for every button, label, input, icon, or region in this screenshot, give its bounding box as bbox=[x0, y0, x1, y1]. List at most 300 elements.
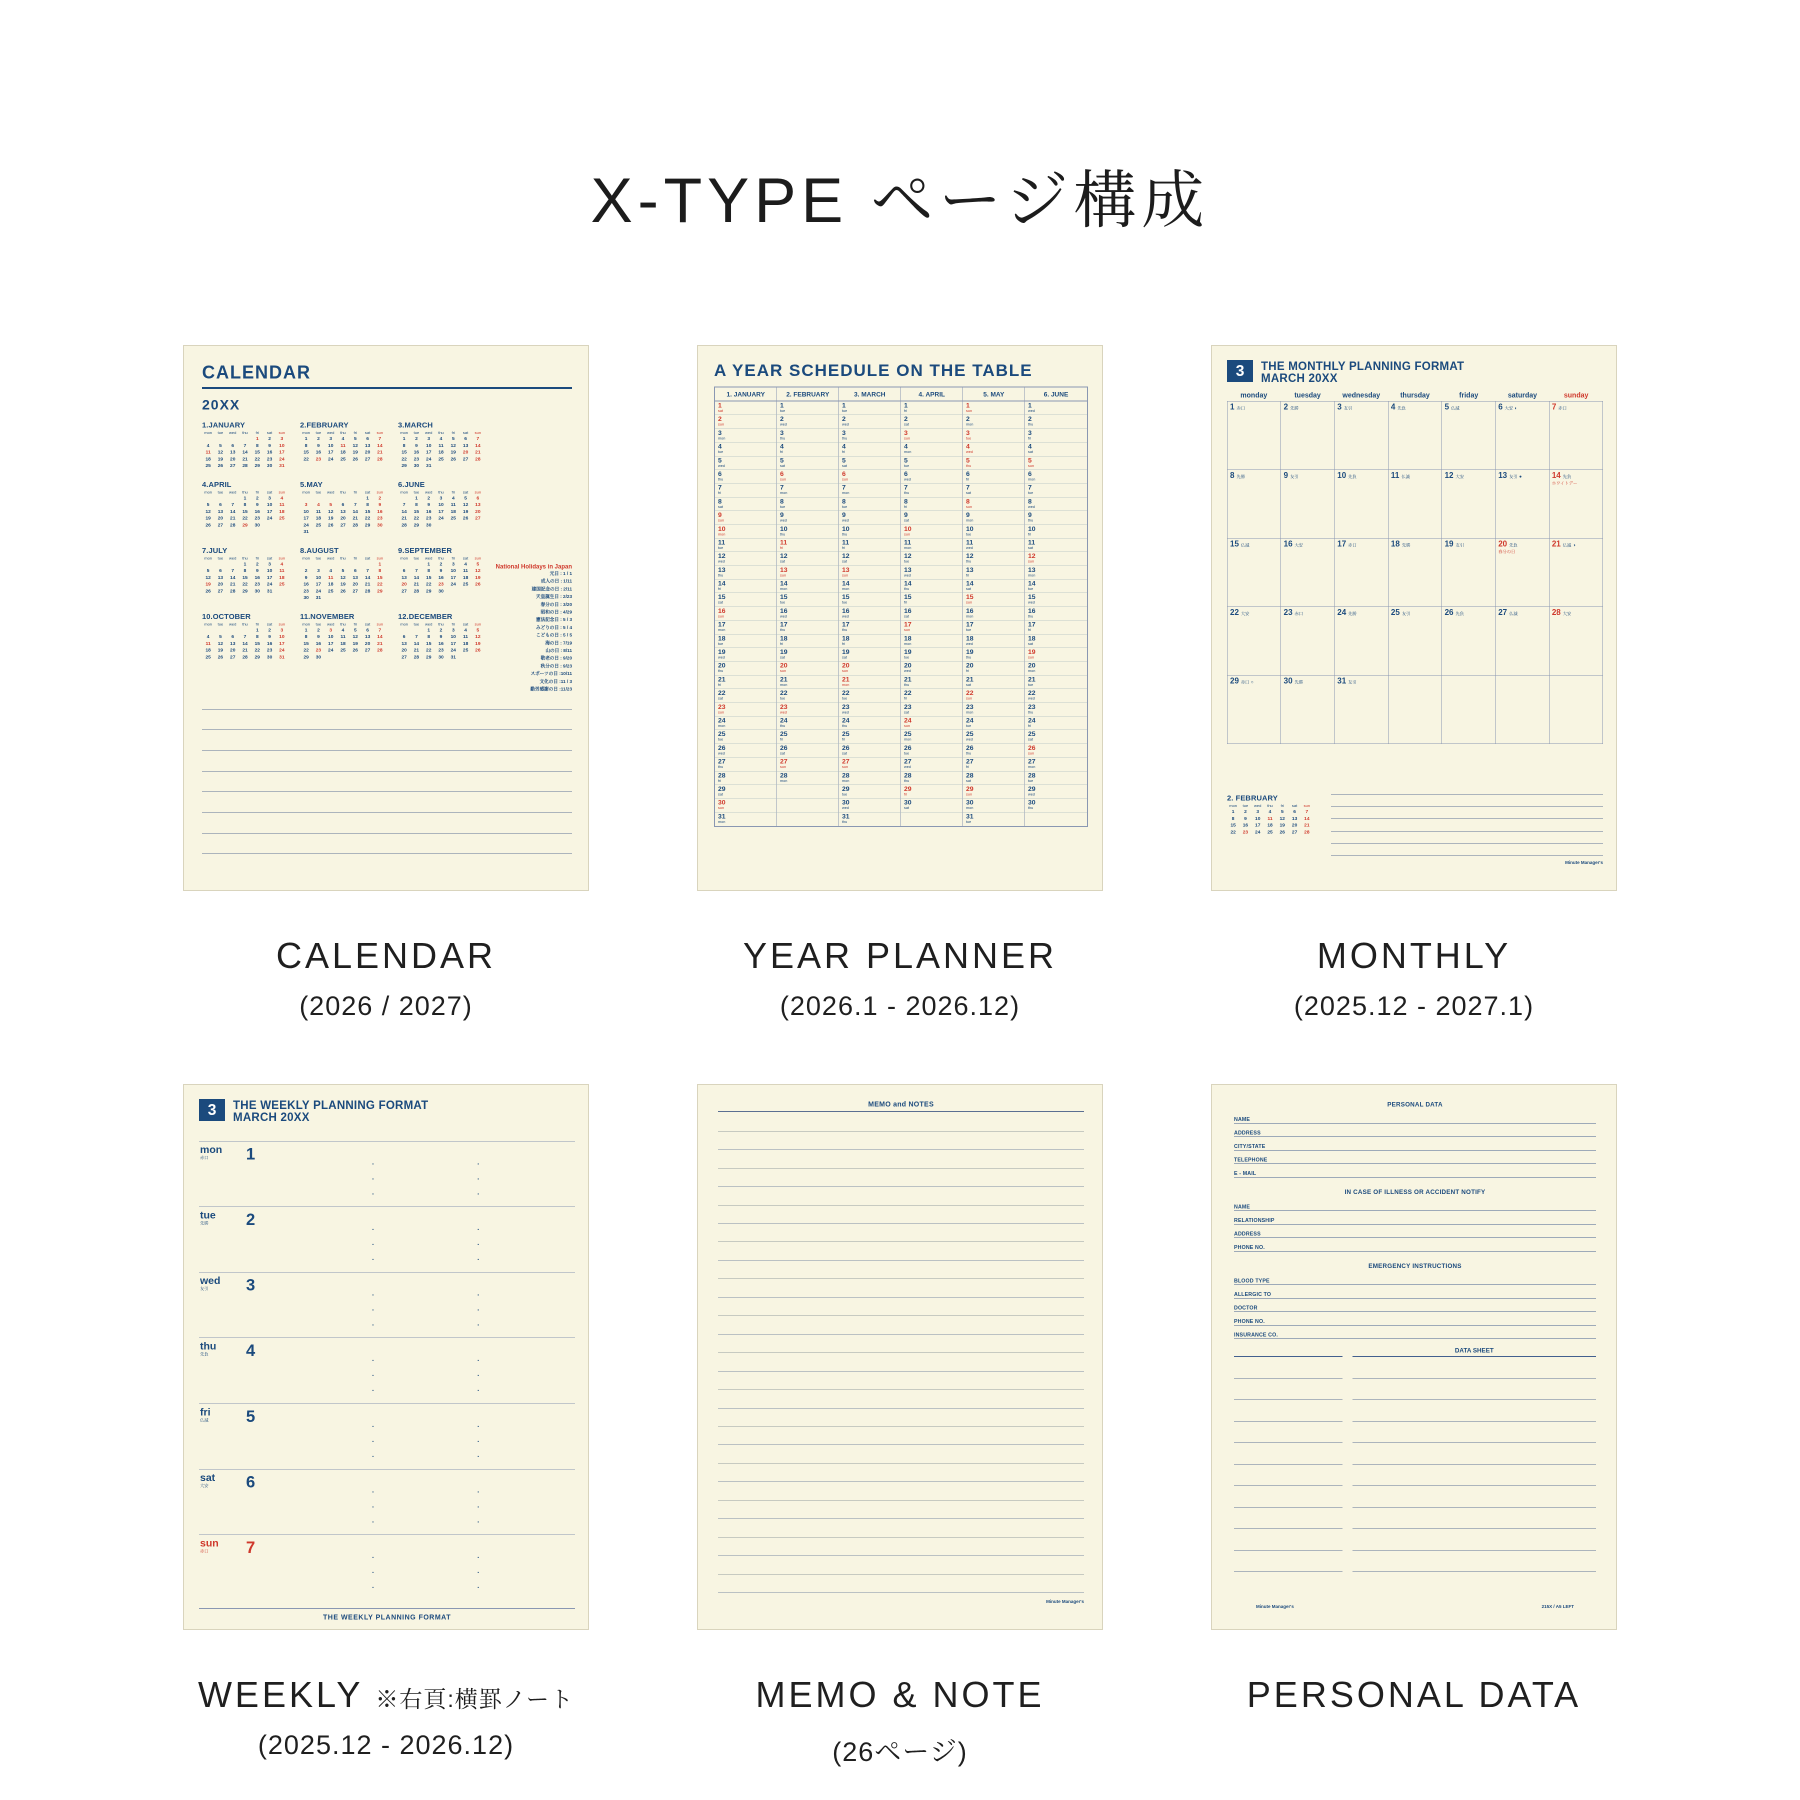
weekly-day-abbr: wed bbox=[200, 1275, 221, 1287]
personal-field: ADDRESS bbox=[1234, 1124, 1596, 1138]
monthly-day-top bbox=[1230, 609, 1281, 618]
planner-day-number: 11 bbox=[842, 538, 850, 546]
planner-day-weekday: wed bbox=[904, 476, 911, 482]
mini-month-day: 3 bbox=[427, 436, 431, 442]
mini-month-day: 23 bbox=[315, 647, 322, 653]
planner-day-weekday: fri bbox=[1028, 435, 1032, 441]
mini-month-day: 30 bbox=[438, 654, 444, 660]
mini-month-name: 9.SEPTEMBER bbox=[398, 546, 453, 555]
planner-day-weekday: sat bbox=[1028, 641, 1034, 646]
monthly-day-cell bbox=[1442, 470, 1496, 539]
planner-day-cell bbox=[839, 415, 901, 429]
planner-day-number: 3 bbox=[842, 428, 846, 437]
mini-month bbox=[300, 612, 386, 660]
mini-month-weekday: fri bbox=[353, 430, 357, 435]
monthly-day-top bbox=[1391, 540, 1442, 549]
mini-month-day: 13 bbox=[401, 640, 407, 647]
mini-month-day: 21 bbox=[413, 647, 420, 653]
weekly-title-block bbox=[233, 1099, 428, 1123]
weekly-title: THE WEEKLY PLANNING FORMAT bbox=[233, 1098, 429, 1112]
planner-day-cell bbox=[839, 771, 901, 785]
mini-month-weekday: sun bbox=[278, 621, 286, 627]
mini-month-day: 6 bbox=[341, 502, 345, 508]
planner-day-number: 12 bbox=[904, 552, 912, 560]
mini-month-day: 18 bbox=[438, 449, 444, 455]
planner-day-number: 4 bbox=[780, 442, 784, 451]
planner-day-number: 5 bbox=[904, 456, 908, 464]
mini-month-day: 9 bbox=[304, 574, 308, 581]
mini-month-day: 5 bbox=[206, 568, 210, 574]
time-dot: · bbox=[477, 1452, 480, 1461]
time-dot: · bbox=[477, 1487, 480, 1496]
planner-day-weekday: sun bbox=[780, 668, 787, 674]
planner-day-cell bbox=[777, 634, 839, 648]
planner-day-cell bbox=[839, 566, 901, 580]
planner-row bbox=[715, 744, 1087, 758]
planner-day-weekday: fri bbox=[842, 737, 846, 742]
calendar-cell bbox=[183, 345, 589, 1022]
mini-month-day: 30 bbox=[266, 654, 273, 660]
personal-field: PHONE NO. bbox=[1234, 1238, 1596, 1252]
monthly-day-cell bbox=[1228, 676, 1282, 745]
mini-month-empty bbox=[202, 561, 214, 568]
mini-month-day: 4 bbox=[206, 634, 210, 640]
time-dot: · bbox=[477, 1422, 480, 1431]
mini-month-weekday: fri bbox=[255, 489, 259, 495]
mini-month-day: 12 bbox=[475, 634, 481, 640]
monthly-day-number: 27 bbox=[1498, 608, 1508, 617]
planner-day-number: 17 bbox=[842, 620, 850, 629]
planner-day-cell bbox=[963, 484, 1025, 498]
year-planner-page-content bbox=[698, 346, 1103, 891]
mini-month-empty bbox=[312, 495, 324, 502]
mini-month-day: 27 bbox=[364, 647, 371, 653]
planner-day-number: 23 bbox=[966, 702, 974, 711]
planner-day-number: 10 bbox=[904, 524, 912, 533]
planner-day-number: 19 bbox=[842, 648, 850, 656]
planner-day-number: 30 bbox=[904, 798, 912, 807]
personal-data-page-content bbox=[1212, 1085, 1617, 1630]
weekly-day-abbr: sat bbox=[200, 1471, 216, 1484]
personal-field: ADDRESS bbox=[1234, 1225, 1596, 1239]
planner-day-weekday: thu bbox=[904, 586, 910, 592]
mini-month-day: 4 bbox=[206, 442, 210, 449]
planner-day-cell bbox=[1025, 552, 1087, 566]
planner-day-weekday: tue bbox=[966, 531, 972, 537]
holiday-item: 建国記念の日 : 2/11 bbox=[531, 586, 572, 592]
planner-day-weekday: sat bbox=[718, 600, 724, 605]
planner-day-weekday: tue bbox=[966, 435, 972, 441]
ruled-line bbox=[718, 1186, 1084, 1187]
monthly-rokuyo: 先勝 bbox=[1348, 611, 1357, 616]
planner-day-weekday: mon bbox=[718, 435, 726, 441]
planner-day-weekday: mon bbox=[780, 490, 788, 496]
planner-day-cell bbox=[839, 552, 901, 566]
mini-month-weekday: thu bbox=[340, 489, 346, 495]
monthly-day-cell bbox=[1549, 470, 1603, 539]
planner-day-weekday: sat bbox=[966, 778, 972, 783]
time-dots bbox=[372, 1550, 374, 1595]
monthly-rokuyo: 先勝 bbox=[1401, 542, 1411, 548]
national-holidays-list bbox=[474, 570, 572, 693]
time-dot: · bbox=[371, 1487, 375, 1496]
monthly-day-top bbox=[1337, 609, 1388, 618]
mini-month-day: 24 bbox=[1255, 829, 1261, 835]
mini-month-day: 9 bbox=[268, 634, 271, 640]
planner-day-cell bbox=[1025, 758, 1087, 772]
mini-month-day: 20 bbox=[364, 449, 371, 455]
mini-month-day: 3 bbox=[451, 561, 455, 567]
mini-month-day: 26 bbox=[205, 522, 211, 528]
planner-day-cell bbox=[715, 511, 777, 525]
planner-day-number: 12 bbox=[966, 552, 974, 560]
mini-month-weekday: sat bbox=[364, 489, 371, 495]
planner-day-number: 4 bbox=[842, 442, 846, 451]
mini-month-day: 22 bbox=[426, 647, 432, 653]
mini-month-day: 4 bbox=[439, 436, 443, 442]
monthly-day-top bbox=[1391, 403, 1442, 412]
monthly-day-cell bbox=[1335, 539, 1389, 608]
planner-day-weekday: fri bbox=[780, 737, 784, 742]
mini-month-day: 7 bbox=[402, 502, 406, 508]
weekly-rokuyo: 大安 bbox=[200, 1482, 209, 1488]
mini-month-weekday: thu bbox=[242, 555, 248, 561]
mini-month-day: 6 bbox=[476, 495, 480, 501]
planner-day-weekday: mon bbox=[842, 490, 850, 496]
weekly-day-row bbox=[199, 1338, 575, 1404]
planner-day-number: 5 bbox=[1028, 456, 1032, 464]
mini-month-name: 12.DECEMBER bbox=[398, 612, 453, 621]
mini-month-day: 28 bbox=[413, 654, 420, 660]
mini-month-day: 25 bbox=[205, 463, 211, 469]
planner-day-number: 10 bbox=[718, 524, 726, 533]
mini-month-weekday: wed bbox=[229, 621, 237, 627]
mini-month-weekday: mon bbox=[400, 430, 409, 435]
mini-month-day: 19 bbox=[340, 581, 346, 587]
planner-day-weekday: wed bbox=[842, 805, 849, 811]
mini-month-name: 4.APRIL bbox=[202, 480, 232, 489]
mini-month-day: 3 bbox=[304, 502, 308, 508]
planner-day-cell bbox=[777, 402, 839, 416]
mini-month-weekday: tue bbox=[315, 555, 322, 561]
mini-month-day: 29 bbox=[401, 463, 407, 469]
monthly-day-cell bbox=[1228, 607, 1282, 676]
mini-month-day: 5 bbox=[476, 561, 480, 567]
memo-cell bbox=[697, 1084, 1103, 1769]
weekly-day-number: 1 bbox=[246, 1144, 256, 1163]
planner-day-weekday: sat bbox=[718, 696, 724, 701]
monthly-day-cell bbox=[1281, 539, 1335, 608]
planner-day-cell bbox=[901, 566, 963, 580]
personal-data-inner bbox=[1234, 1098, 1596, 1618]
mini-month-day: 14 bbox=[230, 508, 236, 515]
mini-month-day: 31 bbox=[266, 588, 273, 594]
planner-day-weekday: sat bbox=[842, 750, 848, 756]
monthly-day-cell bbox=[1281, 470, 1335, 539]
planner-day-cell bbox=[1025, 744, 1087, 758]
mini-month-day: 23 bbox=[254, 581, 260, 587]
mini-month-day: 18 bbox=[462, 640, 469, 647]
mini-month-day: 26 bbox=[475, 647, 481, 653]
planner-day-weekday: tue bbox=[1028, 778, 1034, 783]
mini-month-day: 11 bbox=[1267, 815, 1273, 822]
mini-month-day: 24 bbox=[450, 581, 456, 587]
time-dot: · bbox=[371, 1240, 375, 1249]
mini-month-day: 20 bbox=[401, 647, 407, 653]
mini-month-name: 2.FEBRUARY bbox=[300, 421, 349, 430]
mini-month-day: 12 bbox=[217, 640, 224, 647]
monthly-day-top bbox=[1391, 609, 1442, 618]
mini-month-weekday: sat bbox=[266, 489, 273, 495]
mini-month-day: 20 bbox=[352, 581, 358, 587]
planner-day-cell bbox=[1025, 716, 1087, 730]
planner-day-weekday: tue bbox=[1028, 682, 1034, 687]
planner-day-cell bbox=[901, 744, 963, 758]
planner-day-cell bbox=[839, 648, 901, 662]
weekly-day-number: 3 bbox=[246, 1275, 256, 1295]
mini-month bbox=[202, 480, 288, 535]
mini-month-day: 12 bbox=[205, 574, 211, 581]
planner-day-cell bbox=[901, 470, 963, 484]
planner-day-weekday: sat bbox=[842, 463, 848, 468]
monthly-rokuyo: 友引 bbox=[1290, 474, 1299, 479]
ruled-line bbox=[202, 730, 572, 731]
planner-day-cell bbox=[777, 525, 839, 539]
mini-month-day: 1 bbox=[304, 627, 308, 633]
monthly-rokuyo: 赤口 bbox=[1236, 405, 1245, 411]
planner-day-number: 1 bbox=[780, 401, 784, 409]
planner-day-number: 30 bbox=[718, 798, 726, 807]
mini-month-day: 13 bbox=[352, 574, 358, 581]
monthly-day-number: 9 bbox=[1283, 471, 1289, 480]
mini-month-day: 2 bbox=[317, 627, 320, 633]
ruled-line bbox=[718, 1242, 1084, 1243]
mini-month-day: 30 bbox=[413, 463, 420, 469]
mini-month-empty bbox=[239, 627, 251, 634]
mini-month-day: 15 bbox=[413, 508, 420, 515]
mini-month-day: 15 bbox=[377, 574, 383, 581]
personal-field: TELEPHONE bbox=[1234, 1151, 1596, 1165]
monthly-day-number: 31 bbox=[1337, 677, 1347, 686]
weekly-thumbnail bbox=[183, 1084, 589, 1630]
personal-section bbox=[1234, 1098, 1596, 1178]
monthly-day-top bbox=[1337, 472, 1388, 481]
personal-field: BLOOD TYPE bbox=[1234, 1272, 1596, 1286]
mini-month-weekday: mon bbox=[302, 489, 311, 495]
ruled-line bbox=[718, 1592, 1084, 1593]
mini-month-day: 19 bbox=[475, 640, 481, 647]
mini-month-day: 24 bbox=[328, 647, 334, 653]
planner-day-number: 13 bbox=[966, 565, 974, 574]
mini-month-day: 18 bbox=[315, 515, 322, 521]
page-code: 215X / A5 LEFT bbox=[1541, 1604, 1574, 1609]
planner-day-weekday: sun bbox=[842, 476, 849, 482]
planner-day-number: 2 bbox=[718, 415, 722, 423]
planner-day-weekday: sun bbox=[1028, 750, 1035, 756]
mini-month-day: 19 bbox=[217, 456, 224, 462]
planner-day-weekday: wed bbox=[780, 709, 787, 715]
planner-day-number: 1 bbox=[842, 401, 846, 409]
planner-day-cell bbox=[1025, 730, 1087, 744]
planner-day-number: 9 bbox=[966, 511, 970, 519]
planner-day-cell bbox=[715, 443, 777, 457]
planner-day-cell bbox=[777, 621, 839, 635]
mini-month-day: 20 bbox=[1291, 822, 1298, 828]
planner-row bbox=[715, 429, 1087, 443]
personal-field: INSURANCE CO. bbox=[1234, 1326, 1596, 1340]
planner-day-number: 2 bbox=[1028, 415, 1032, 423]
mini-month-day: 21 bbox=[352, 515, 358, 521]
planner-day-number: 21 bbox=[780, 675, 788, 683]
mini-month-day: 9 bbox=[439, 568, 443, 574]
planner-day-cell bbox=[1025, 443, 1087, 457]
mini-month-day: 10 bbox=[438, 502, 444, 508]
mini-month-day-grid bbox=[398, 431, 484, 470]
caption-note: ※右頁:横罫ノート bbox=[375, 1686, 575, 1712]
mini-month-day: 14 bbox=[230, 574, 236, 581]
mini-month-day: 5 bbox=[341, 568, 345, 574]
mini-month-empty bbox=[337, 561, 349, 568]
datasheet-line-right bbox=[1353, 1486, 1596, 1487]
planner-day-cell bbox=[901, 648, 963, 662]
planner-day-cell bbox=[715, 415, 777, 429]
personal-data-footer bbox=[1256, 1604, 1574, 1609]
planner-day-number: 23 bbox=[904, 702, 912, 711]
monthly-rokuyo: 先勝 bbox=[1236, 474, 1245, 479]
mini-month-day: 21 bbox=[364, 581, 371, 587]
planner-day-cell bbox=[715, 552, 777, 566]
planner-day-number: 16 bbox=[718, 606, 726, 615]
monthly-day-cell bbox=[1549, 402, 1603, 471]
planner-day-cell bbox=[901, 703, 963, 717]
mini-month-day: 29 bbox=[242, 588, 248, 594]
planner-day-cell bbox=[715, 429, 777, 443]
ruled-line bbox=[718, 1279, 1084, 1280]
mini-month-empty bbox=[214, 627, 226, 634]
mini-month-day: 17 bbox=[303, 515, 309, 521]
mini-month-day: 19 bbox=[328, 515, 334, 521]
planner-day-number: 18 bbox=[1028, 634, 1036, 642]
time-dot: · bbox=[477, 1306, 480, 1315]
planner-day-weekday: mon bbox=[718, 531, 726, 537]
planner-day-number: 31 bbox=[842, 812, 850, 820]
mini-month-day: 19 bbox=[352, 640, 358, 647]
time-dot: · bbox=[477, 1240, 480, 1249]
planner-day-cell bbox=[715, 456, 777, 470]
monthly-day-number: 25 bbox=[1390, 608, 1400, 617]
mini-month-day: 15 bbox=[303, 640, 309, 647]
personal-data-sections bbox=[1234, 1098, 1596, 1339]
mini-month-day: 17 bbox=[279, 640, 285, 647]
datasheet-line-right bbox=[1353, 1443, 1596, 1444]
mini-month-day: 20 bbox=[217, 581, 224, 587]
mini-month-day: 2 bbox=[439, 627, 443, 633]
moon-phase-icon: ○ bbox=[1250, 679, 1254, 685]
ruled-line bbox=[718, 1482, 1084, 1483]
personal-data-thumbnail bbox=[1211, 1084, 1617, 1630]
time-dot: · bbox=[477, 1190, 480, 1198]
mini-month-day: 13 bbox=[364, 442, 371, 449]
planner-day-number: 18 bbox=[780, 634, 788, 642]
mini-month-day: 8 bbox=[415, 502, 418, 508]
time-dot: · bbox=[477, 1502, 480, 1511]
monthly-rokuyo: 友引 bbox=[1401, 611, 1411, 616]
caption-label: MEMO & NOTE bbox=[755, 1674, 1045, 1715]
planner-day-cell bbox=[715, 402, 777, 416]
calendar-page-content bbox=[184, 346, 589, 891]
mini-month-day: 26 bbox=[328, 522, 334, 528]
planner-day-cell bbox=[777, 566, 839, 580]
caption-subtitle: (2026 / 2027) bbox=[299, 991, 473, 1021]
monthly-day-top bbox=[1445, 540, 1496, 549]
weekly-day-label bbox=[200, 1407, 211, 1423]
ruled-line bbox=[718, 1168, 1084, 1169]
planner-day-number: 28 bbox=[780, 771, 788, 779]
time-dots bbox=[477, 1157, 479, 1202]
mini-month-day: 20 bbox=[401, 581, 407, 587]
mini-month-weekday: sun bbox=[376, 430, 384, 435]
planner-day-weekday: tue bbox=[904, 559, 910, 564]
planner-day-weekday: fri bbox=[780, 545, 784, 550]
datasheet-line-right bbox=[1353, 1507, 1596, 1508]
mini-month-day: 8 bbox=[402, 442, 406, 449]
time-dot: · bbox=[371, 1175, 375, 1183]
planner-day-number: 12 bbox=[718, 552, 726, 560]
mini-month-day: 26 bbox=[352, 647, 358, 653]
monthly-rokuyo: 先負 bbox=[1562, 474, 1572, 479]
planner-day-weekday: wed bbox=[966, 545, 973, 550]
weekly-day-row bbox=[199, 1469, 575, 1535]
mini-month-weekday: thu bbox=[340, 430, 346, 435]
planner-day-weekday: tue bbox=[966, 627, 972, 633]
mini-month-day: 24 bbox=[279, 647, 285, 653]
caption-label: CALENDAR bbox=[275, 935, 497, 976]
mini-month-day: 22 bbox=[242, 515, 248, 521]
planner-day-weekday: tue bbox=[842, 408, 848, 413]
planner-day-cell bbox=[963, 511, 1025, 525]
planner-day-cell bbox=[715, 675, 777, 689]
mini-month-weekday: fri bbox=[255, 555, 259, 561]
planner-day-number: 28 bbox=[1028, 771, 1036, 779]
mini-month-day: 12 bbox=[352, 442, 358, 449]
mini-month bbox=[202, 421, 288, 469]
mini-month-day: 16 bbox=[266, 449, 273, 455]
mini-month bbox=[300, 421, 386, 469]
mini-month-day: 4 bbox=[317, 502, 320, 508]
mini-month bbox=[300, 546, 386, 601]
mini-month-empty bbox=[398, 561, 410, 568]
data-sheet-block bbox=[1234, 1347, 1596, 1572]
mini-month-day: 15 bbox=[254, 449, 260, 455]
time-dot: · bbox=[477, 1371, 480, 1380]
mini-month-day: 1 bbox=[255, 627, 259, 633]
mini-month-weekday: sat bbox=[462, 621, 469, 627]
planner-day-number: 21 bbox=[1028, 675, 1036, 683]
planner-day-cell bbox=[963, 744, 1025, 758]
mini-month-day: 28 bbox=[1304, 829, 1310, 835]
planner-day-weekday: fri bbox=[718, 682, 722, 687]
planner-day-number: 3 bbox=[718, 428, 722, 437]
mini-month-day: 8 bbox=[255, 634, 259, 640]
planner-day-number: 25 bbox=[904, 730, 912, 738]
planner-day-weekday: tue bbox=[842, 791, 848, 797]
mini-month-name: 6.JUNE bbox=[398, 480, 425, 489]
mini-month-day: 17 bbox=[450, 574, 456, 581]
mini-month-day: 7 bbox=[366, 568, 369, 574]
planner-day-cell bbox=[1025, 566, 1087, 580]
planner-row bbox=[715, 812, 1087, 826]
mini-month-empty bbox=[300, 561, 312, 568]
